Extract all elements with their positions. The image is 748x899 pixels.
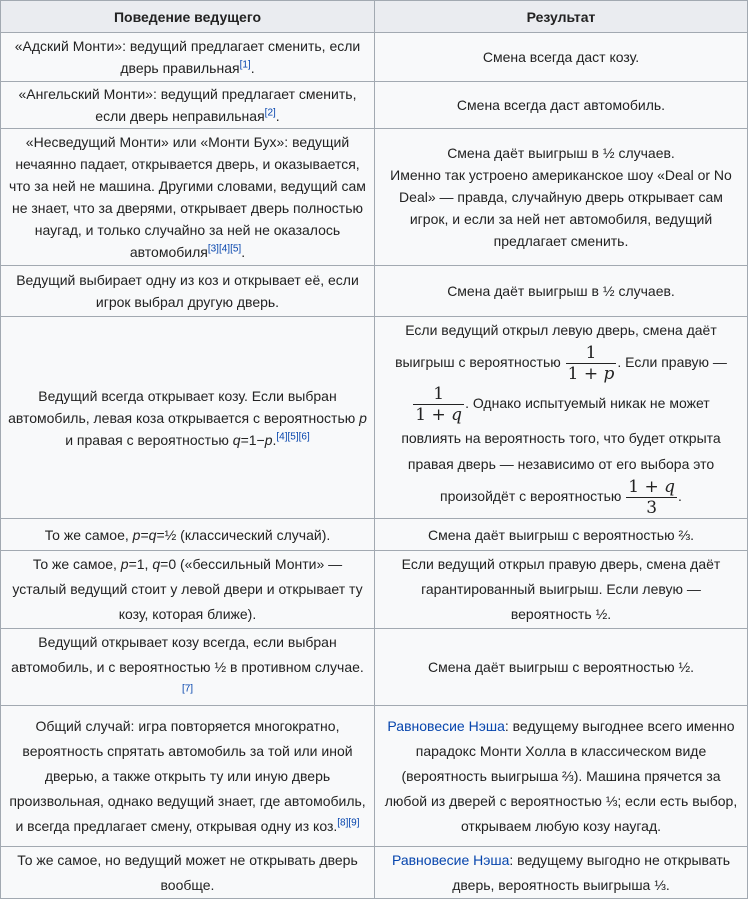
result-text: Если ведущий открыл правую дверь, смена даёт гарантированный выигрыш. Если левую — вероятность ½.	[401, 556, 721, 622]
result-text: . Однако испытуемый никак не может повлиять на вероятность того, что будет открыта правая дверь — независимо от его выбора это произойдёт с вероятностью	[401, 395, 721, 505]
result-cell	[375, 266, 748, 317]
fraction-1-plus-q-over-3	[626, 477, 677, 518]
variable-p: p	[603, 364, 615, 384]
table-row	[1, 33, 748, 82]
variable-q: q	[232, 431, 241, 448]
fraction-numerator: 1	[413, 384, 464, 405]
citation-link[interactable]: [3]	[207, 243, 219, 255]
variable-q: q	[148, 526, 157, 543]
punctuation: .	[272, 431, 277, 448]
behavior-cell	[1, 33, 375, 82]
behavior-cell	[1, 317, 375, 519]
result-text: : ведущему выгоднее всего именно парадокс Монти Холла в классическом виде (вероятность выигрыша ⅔). Машина прячется за любой из дверей с вероятностью ⅓; если есть выбор, открываем любую козу наугад.	[384, 717, 738, 834]
table-row	[1, 706, 748, 847]
table-row	[1, 847, 748, 899]
behavior-cell	[1, 82, 375, 129]
fraction-numerator	[626, 477, 677, 498]
behavior-cell	[1, 266, 375, 317]
behavior-text: =1,	[128, 556, 153, 572]
behavior-cell	[1, 551, 375, 629]
behavior-text: =1−	[240, 431, 265, 448]
result-text: Смена даёт выигрыш с вероятностью ⅔.	[427, 526, 695, 543]
result-cell	[375, 519, 748, 551]
behavior-cell	[1, 629, 375, 706]
result-text: Если ведущий открыл левую дверь, смена даёт выигрыш с вероятностью	[395, 322, 717, 371]
fraction-denominator: 3	[646, 498, 658, 518]
column-header-result[interactable]: Результат	[375, 1, 748, 33]
variable-q: q	[451, 405, 463, 425]
table-row	[1, 629, 748, 706]
result-text: : ведущему выгодно не открывать дверь, вероятность выигрыша ⅓.	[452, 851, 731, 893]
table-header-row	[1, 1, 748, 33]
citation-link[interactable]: [5]	[287, 430, 299, 442]
behavior-text: «Ангельский Монти»: ведущий предлагает сменить, если дверь неправильная	[18, 86, 357, 124]
result-text: . Если правую —	[617, 354, 727, 371]
result-text: Смена всегда даст козу.	[482, 49, 640, 65]
result-cell	[375, 847, 748, 899]
punctuation: .	[678, 488, 682, 505]
punctuation: .	[250, 60, 255, 76]
table-row	[1, 551, 748, 629]
citation-link[interactable]: [4]	[218, 243, 231, 255]
table-row	[1, 317, 748, 519]
citation-link[interactable]: [5]	[230, 243, 242, 255]
behavior-text: и правая с вероятностью	[65, 431, 233, 448]
result-cell	[375, 82, 748, 129]
variable-p: p	[264, 431, 273, 448]
result-text-line1: Смена даёт выигрыш в ½ случаев.	[447, 145, 675, 161]
punctuation: .	[275, 108, 280, 124]
behavior-cell	[1, 706, 375, 847]
variable-p: p	[132, 526, 141, 543]
table-row	[1, 82, 748, 129]
fraction-denominator	[413, 405, 464, 425]
citation-link[interactable]: [2]	[264, 107, 276, 119]
variable-q: q	[664, 477, 676, 497]
fraction-1-over-1-plus-p	[566, 343, 617, 384]
behavior-cell	[1, 129, 375, 266]
result-text: Смена всегда даст автомобиль.	[456, 97, 666, 113]
nash-equilibrium-link[interactable]: Равновесие Нэша	[391, 851, 510, 868]
behavior-text: =0 («бессильный Монти» — усталый ведущий стоит у левой двери и открывает ту козу, которая ближе).	[12, 556, 363, 622]
fraction-numerator: 1	[566, 343, 617, 364]
numerator-text: 1 +	[628, 477, 665, 497]
nash-equilibrium-link[interactable]: Равновесие Нэша	[387, 717, 505, 734]
result-cell	[375, 629, 748, 706]
variable-p: p	[120, 556, 129, 572]
behavior-text: То же самое,	[44, 526, 133, 543]
citation-link[interactable]: [8]	[337, 816, 349, 828]
fraction-1-over-1-plus-q	[413, 384, 464, 425]
behavior-text: «Несведущий Монти» или «Монти Бух»: ведущий нечаянно падает, открывается дверь, и оказывается, что за ней не машина. Другими словами, ведущий сам не знает, что за дверями, открывает дверь полностью наугад, и только случайно за ней не оказалось автомобиля	[9, 134, 366, 260]
result-cell	[375, 33, 748, 82]
table-row	[1, 266, 748, 317]
result-cell	[375, 317, 748, 519]
punctuation: .	[241, 244, 246, 260]
behavior-text: =½ (классический случай).	[156, 526, 331, 543]
equals-sign: =	[140, 526, 149, 543]
behavior-text: Ведущий выбирает одну из коз и открывает её, если игрок выбрал другую дверь.	[16, 272, 359, 310]
variable-q: q	[152, 556, 161, 572]
result-cell	[375, 129, 748, 266]
result-text: Смена даёт выигрыш в ½ случаев.	[447, 283, 675, 299]
behavior-text: То же самое,	[32, 556, 121, 572]
behavior-text: Общий случай: игра повторяется многократно, вероятность спрятать автомобиль за той или иной дверью, а также открыть ту или иную дверь произвольная, однако ведущий знает, где автомобиль, и всегда предлагает смену, открывая одну из коз.	[9, 717, 366, 834]
fraction-denominator	[566, 364, 617, 384]
column-header-behavior[interactable]: Поведение ведущего	[1, 1, 375, 33]
table-row	[1, 129, 748, 266]
result-cell	[375, 706, 748, 847]
behavior-cell	[1, 519, 375, 551]
result-text-line2: Именно так устроено американское шоу «Deal or No Deal» — правда, случайную дверь открывает сам игрок, и если за ней нет автомобиля, ведущий предлагает сменить.	[390, 167, 732, 249]
behavior-cell	[1, 847, 375, 899]
citation-link[interactable]: [7]	[181, 682, 194, 694]
result-text: Смена даёт выигрыш с вероятностью ½.	[427, 659, 695, 675]
citation-link[interactable]: [6]	[298, 430, 310, 442]
denominator-text: 1 +	[567, 364, 604, 384]
behavior-text: Ведущий всегда открывает козу. Если выбран автомобиль, левая коза открывается с вероятностью	[8, 387, 360, 426]
behavior-text: «Адский Монти»: ведущий предлагает сменить, если дверь правильная	[14, 38, 361, 76]
citation-link[interactable]: [9]	[348, 816, 360, 828]
citation-link[interactable]: [1]	[239, 59, 251, 71]
behavior-text: Ведущий открывает козу всегда, если выбран автомобиль, и с вероятностью ½ в противном случае.	[11, 633, 364, 675]
variable-p: p	[359, 409, 367, 426]
behavior-text: То же самое, но ведущий может не открывать дверь вообще.	[17, 851, 358, 893]
denominator-text: 1 +	[415, 405, 452, 425]
table-row	[1, 519, 748, 551]
result-cell	[375, 551, 748, 629]
citation-link[interactable]: [4]	[276, 430, 288, 442]
